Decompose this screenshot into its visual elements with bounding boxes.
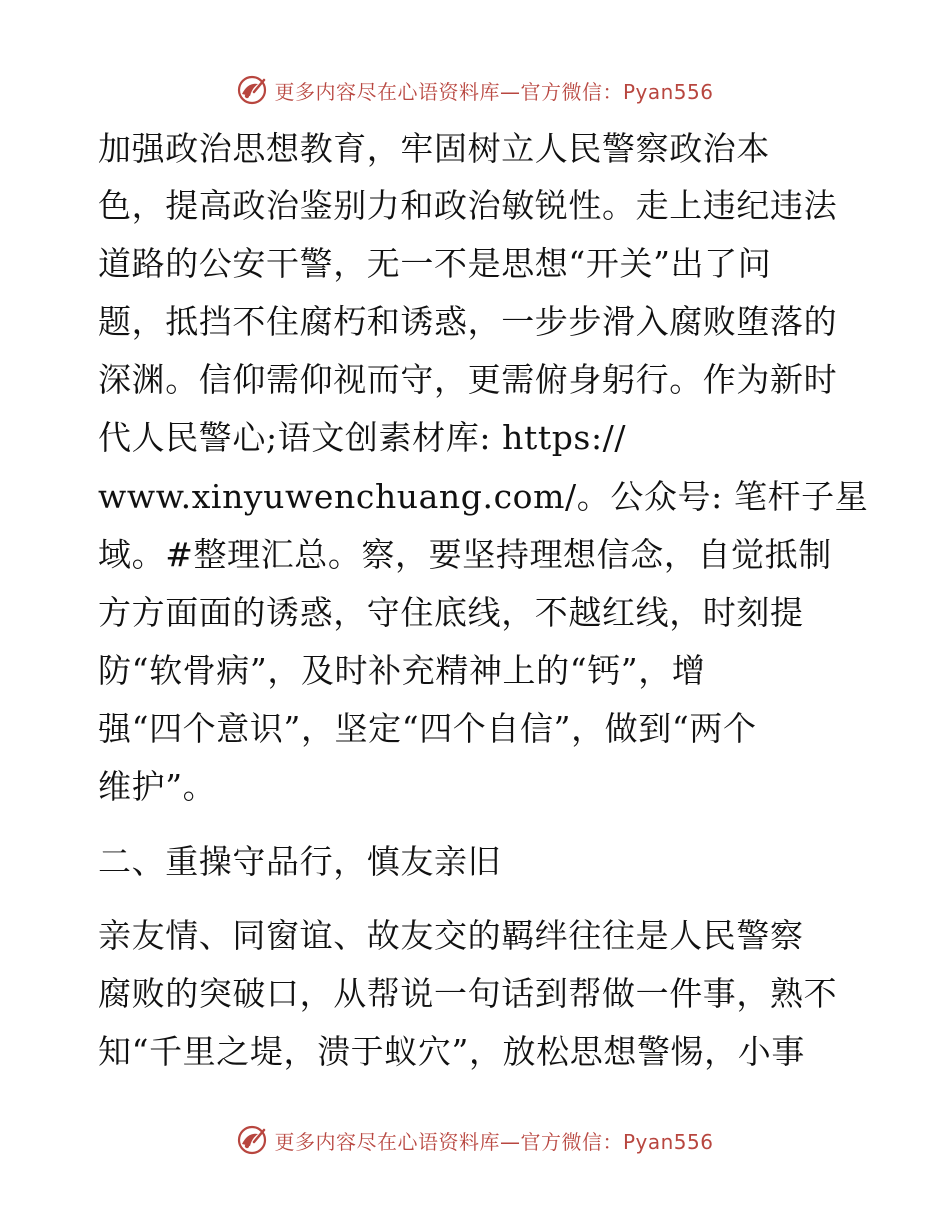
text-line: 道路的公安干警，无一不是思想“开关”出了问 <box>98 244 772 283</box>
brush-logo-icon <box>236 1124 268 1156</box>
text-line: 加强政治思想教育，牢固树立人民警察政治本 <box>98 129 770 168</box>
text-line: 题，抵挡不住腐朽和诱惑，一步步滑入腐败堕落的 <box>98 302 838 341</box>
text-line: 亲友情、同窗谊、故友交的羁绊往往是人民警察 <box>98 916 804 955</box>
text-line: www.xinyuwenchuang.com/。公众号: 笔杆子星 <box>98 477 869 516</box>
section-heading: 二、重操守品行，慎友亲旧 <box>98 842 502 881</box>
text-line: 域。#整理汇总。察，要坚持理想信念，自觉抵制 <box>98 535 832 574</box>
text-line: 强“四个意识”，坚定“四个自信”，做到“两个 <box>98 709 757 748</box>
watermark-text: 更多内容尽在心语资料库—官方微信：Pyan556 <box>274 1129 714 1154</box>
footer-watermark <box>0 1123 950 1157</box>
text-line: 代人民警心;语文创素材库: https:// <box>98 418 627 457</box>
text-line: 方方面面的诱惑，守住底线，不越红线，时刻提 <box>98 593 804 632</box>
text-line: 知“千里之堤，溃于蚁穴”，放松思想警惕，小事 <box>98 1032 805 1071</box>
watermark-text: 更多内容尽在心语资料库—官方微信：Pyan556 <box>274 79 714 104</box>
text-line: 维护”。 <box>98 767 217 806</box>
text-line: 防“软骨病”，及时补充精神上的“钙”，增 <box>98 651 706 690</box>
text-line: 色，提高政治鉴别力和政治敏锐性。走上违纪违法 <box>98 186 838 225</box>
text-line: 腐败的突破口，从帮说一句话到帮做一件事，熟不 <box>98 974 838 1013</box>
text-line: 深渊。信仰需仰视而守，更需俯身躬行。作为新时 <box>98 360 838 399</box>
